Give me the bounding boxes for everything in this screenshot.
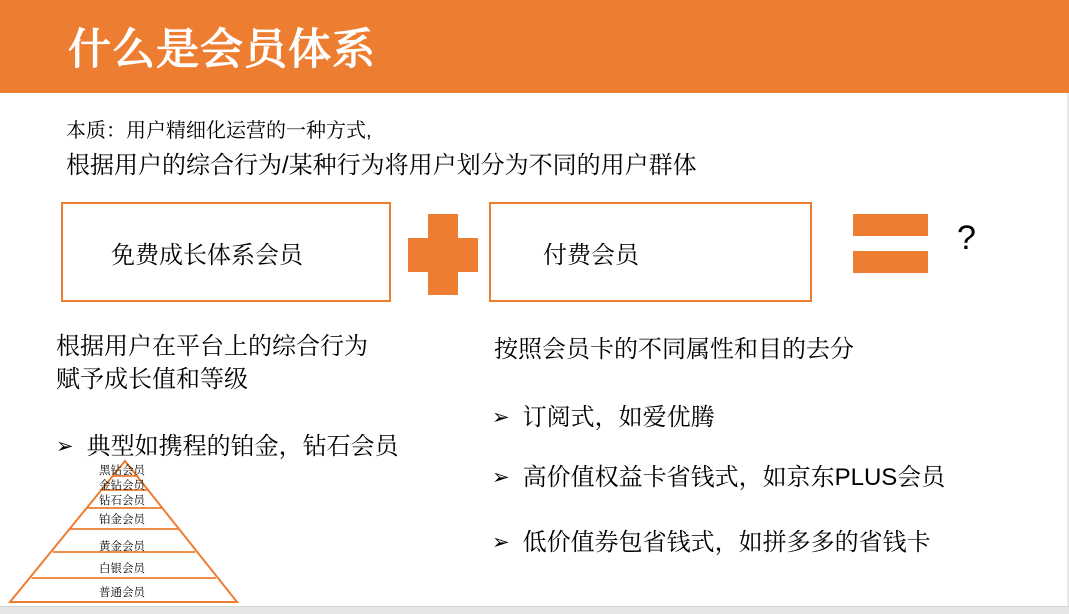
pyramid-level-label: 铂金会员 — [99, 514, 145, 526]
right-bullet-text: 高价值权益卡省钱式，如京东PLUS会员 — [522, 464, 946, 491]
arrow-bullet-icon: ➢ — [492, 406, 510, 429]
arrow-bullet-icon: ➢ — [492, 531, 510, 554]
intro-line-2: 根据用户的综合行为/某种行为将用户划分为不同的用户群体 — [66, 152, 697, 179]
paid-membership-box — [489, 202, 812, 302]
left-bullet-text: 典型如携程的铂金，钻石会员 — [86, 433, 399, 460]
right-bullet-text: 订阅式，如爱优腾 — [522, 404, 715, 431]
bottom-page-edge — [0, 606, 1069, 614]
question-mark: ? — [957, 219, 976, 257]
free-membership-box — [61, 202, 391, 302]
pyramid-level-label: 普通会员 — [99, 587, 145, 599]
plus-icon — [408, 214, 478, 295]
right-bullet-item — [492, 463, 945, 493]
intro-line-1: 本质：用户精细化运营的一种方式, — [66, 120, 372, 142]
slide-title: 什么是会员体系 — [68, 26, 376, 74]
slide-header-bar — [0, 0, 1069, 93]
right-bullet-item — [492, 528, 931, 558]
arrow-bullet-icon: ➢ — [492, 466, 510, 489]
left-heading-line-1: 根据用户在平台上的综合行为 — [56, 333, 368, 360]
pyramid-level-label: 黄金会员 — [99, 541, 145, 553]
paid-membership-label: 付费会员 — [543, 241, 639, 269]
arrow-bullet-icon: ➢ — [56, 435, 74, 458]
left-heading-line-2: 赋予成长值和等级 — [56, 366, 248, 393]
right-bullet-text: 低价值券包省钱式，如拼多多的省钱卡 — [522, 529, 931, 556]
free-membership-label: 免费成长体系会员 — [111, 241, 303, 269]
left-section-heading — [56, 330, 368, 396]
intro-paragraph — [66, 118, 697, 181]
pyramid-level-label: 钻石会员 — [99, 495, 145, 507]
pyramid-level-label: 白银会员 — [99, 563, 145, 575]
pyramid-level-label: 黑钻会员 — [99, 465, 145, 477]
equals-icon — [853, 214, 928, 273]
pyramid-level-label: 金钻会员 — [99, 480, 145, 492]
right-bullet-item — [492, 403, 715, 433]
right-section-heading: 按照会员卡的不同属性和目的去分 — [494, 336, 854, 363]
membership-pyramid-diagram — [0, 452, 250, 607]
